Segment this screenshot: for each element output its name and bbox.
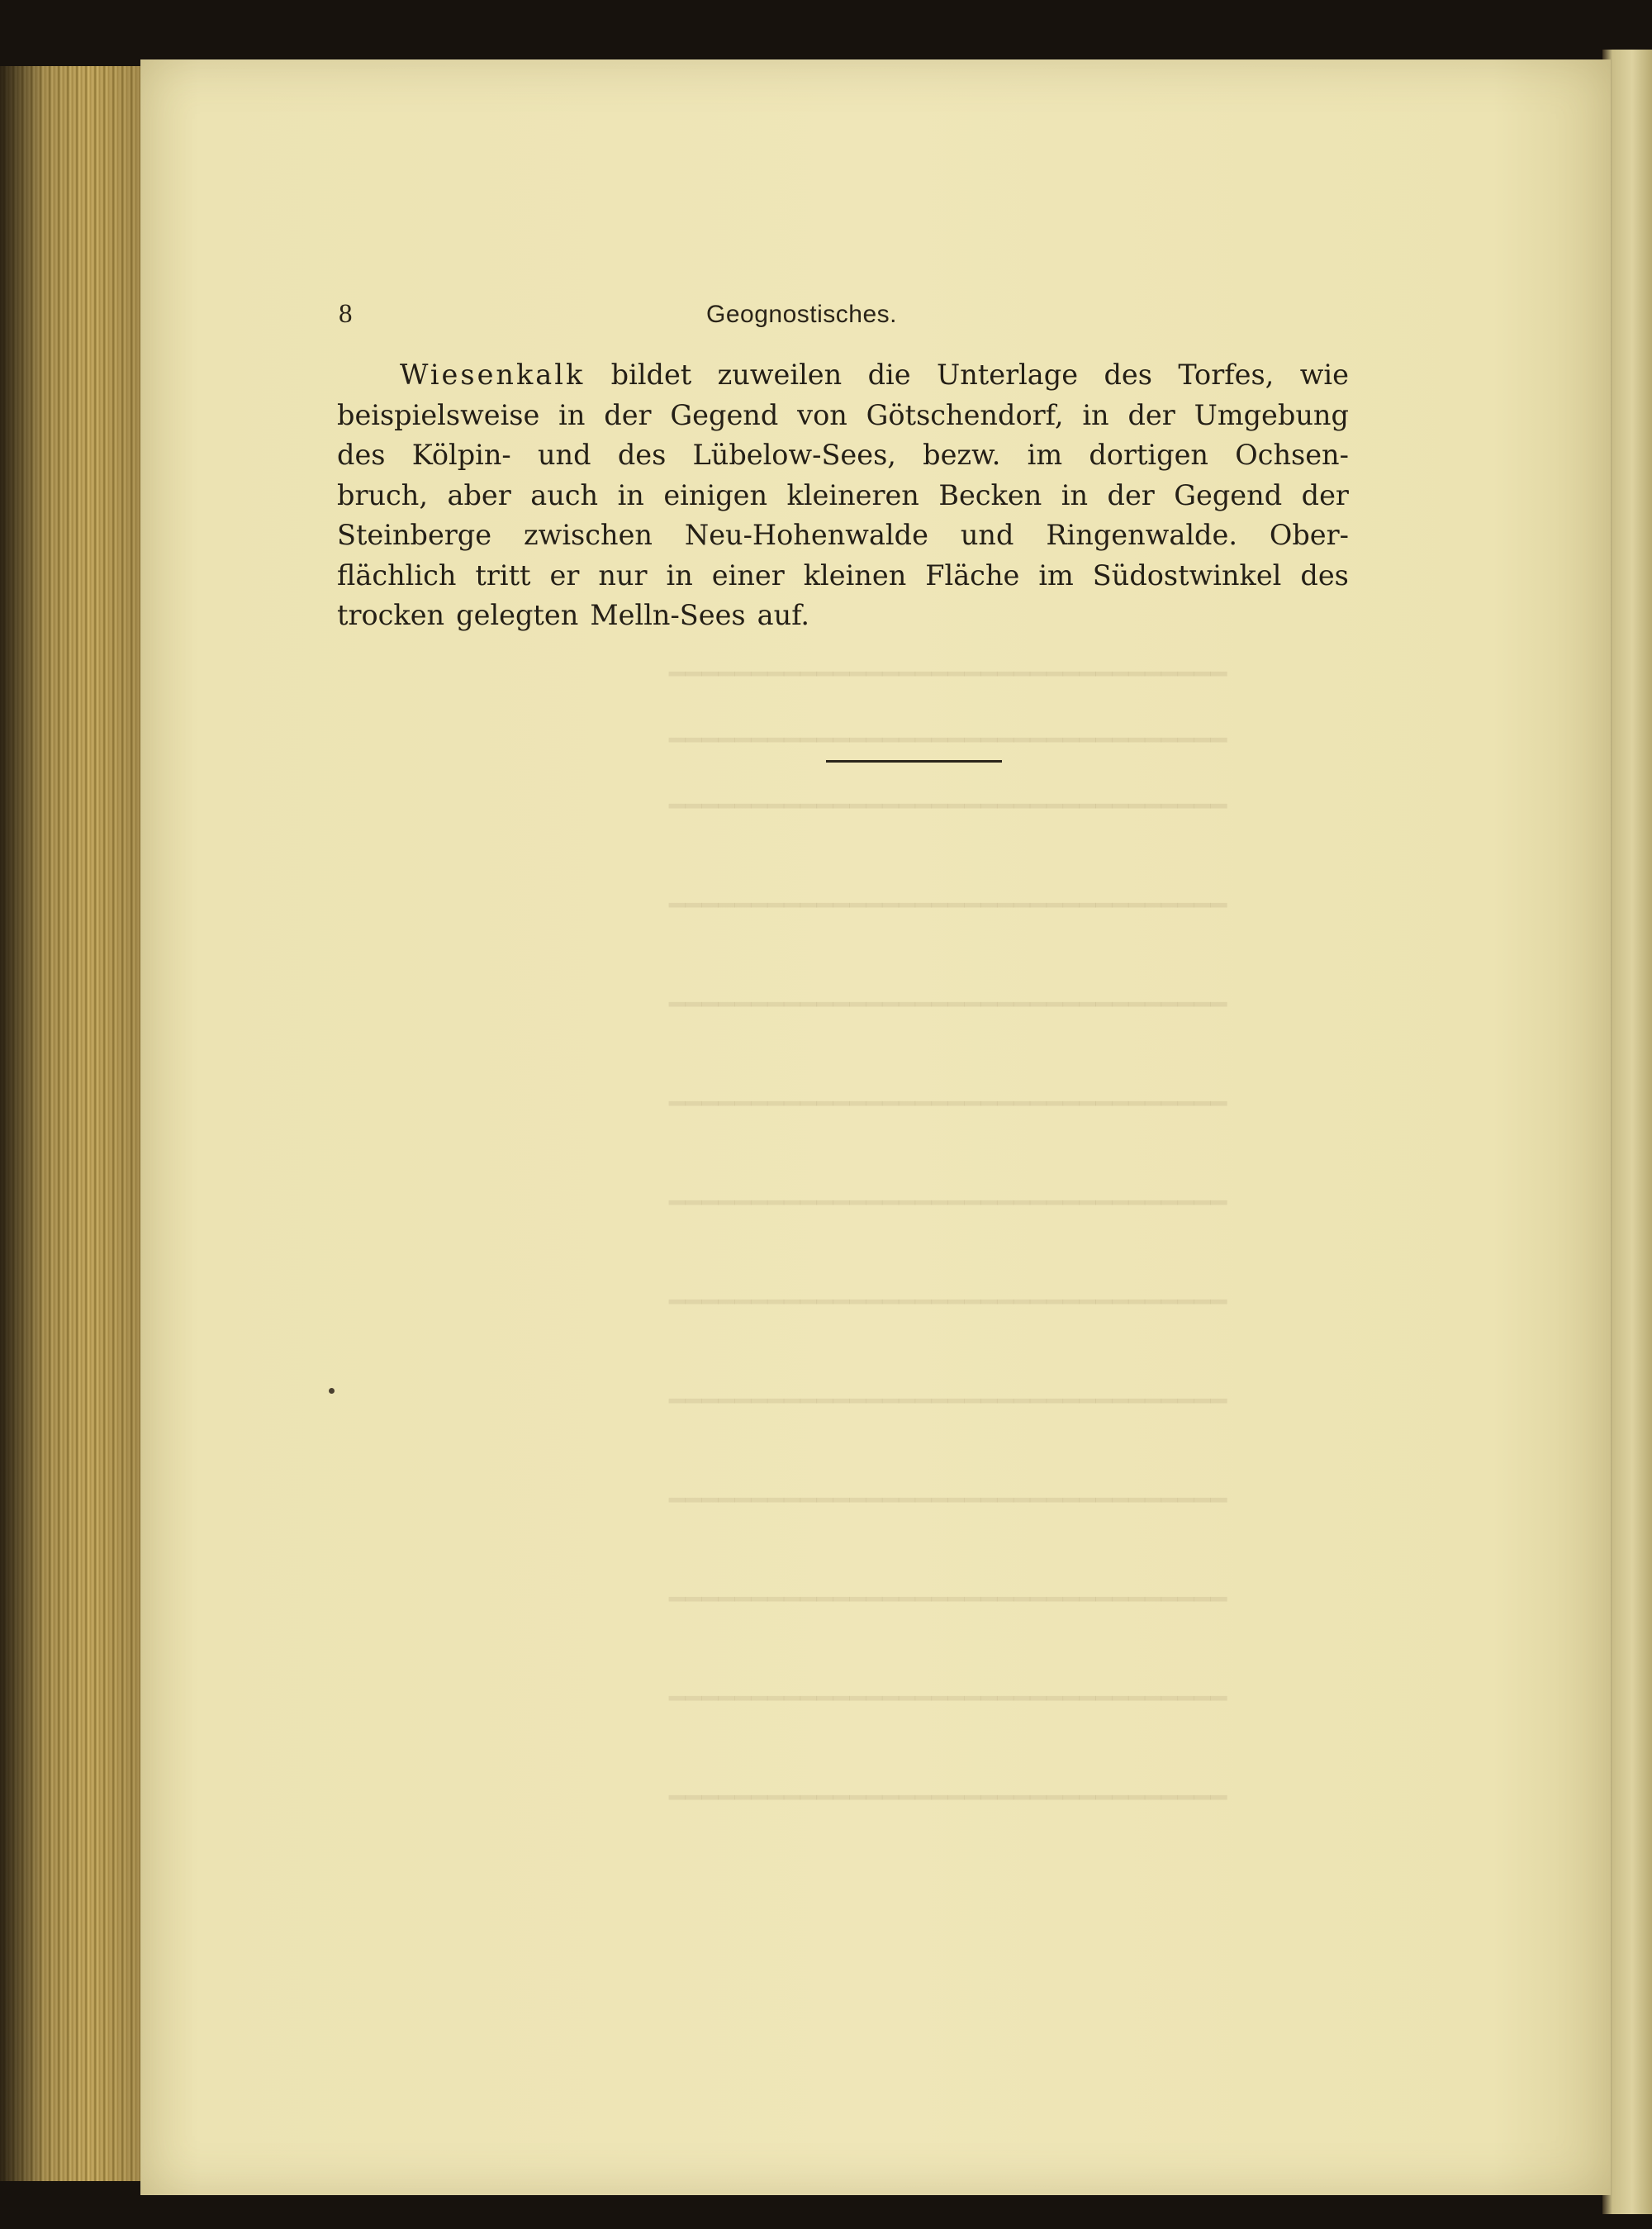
- word: Fläche: [925, 558, 1020, 592]
- section-end-rule: [826, 760, 1002, 763]
- body-paragraph: [337, 355, 1349, 636]
- show-through-texture: ━━━━━━━━━━━━━━━━━━━━━━━━━━━━━━━━━━: [669, 1583, 1227, 1615]
- show-through-texture: ━━━━━━━━━━━━━━━━━━━━━━━━━━━━━━━━━━: [669, 1682, 1227, 1714]
- word: bezw.: [923, 439, 1001, 471]
- text-line: [337, 355, 1349, 396]
- word: der: [1127, 398, 1175, 431]
- word: des: [617, 439, 667, 471]
- word: Lübelow-Sees,: [692, 439, 896, 471]
- text-line: [337, 396, 1349, 436]
- word: Becken: [938, 478, 1042, 511]
- word: tritt: [475, 558, 531, 592]
- word: nur: [598, 558, 648, 592]
- word: der: [604, 398, 652, 431]
- emphasized-term: Wiesenkalk: [400, 359, 586, 391]
- word: auf.: [757, 599, 810, 631]
- word: im: [1027, 439, 1063, 471]
- ink-speck: [329, 1388, 335, 1394]
- text-line: [337, 435, 1349, 476]
- word: des: [1104, 359, 1152, 391]
- word: Ringenwalde.: [1046, 519, 1237, 551]
- word: Torfes,: [1178, 359, 1275, 391]
- word: in: [1082, 398, 1109, 431]
- word: aber: [447, 478, 511, 511]
- word: Kölpin-: [411, 439, 511, 471]
- page-header: [0, 299, 1652, 332]
- word: Steinberge: [337, 519, 492, 551]
- show-through-texture: ━━━━━━━━━━━━━━━━━━━━━━━━━━━━━━━━━━: [669, 1186, 1227, 1219]
- show-through-texture: ━━━━━━━━━━━━━━━━━━━━━━━━━━━━━━━━━━: [669, 1385, 1227, 1417]
- show-through-texture: ━━━━━━━━━━━━━━━━━━━━━━━━━━━━━━━━━━: [669, 658, 1227, 690]
- word: zuweilen: [717, 359, 843, 391]
- word: in: [558, 398, 586, 431]
- word: Neu-Hohenwalde: [684, 519, 928, 551]
- word: und: [960, 519, 1014, 551]
- show-through-texture: ━━━━━━━━━━━━━━━━━━━━━━━━━━━━━━━━━━: [669, 1484, 1227, 1516]
- word: zwischen: [524, 519, 653, 551]
- text-line: [337, 556, 1349, 596]
- word: bruch,: [337, 478, 429, 511]
- word: wie: [1299, 359, 1349, 391]
- show-through-texture: ━━━━━━━━━━━━━━━━━━━━━━━━━━━━━━━━━━: [669, 790, 1227, 822]
- word: einigen: [663, 478, 768, 511]
- word: der: [1107, 478, 1155, 511]
- word: kleineren: [786, 478, 919, 511]
- word: Ober-: [1269, 519, 1349, 551]
- word: Ochsen-: [1235, 439, 1349, 471]
- text-line: [337, 476, 1349, 516]
- word: in: [666, 558, 693, 592]
- word: Südostwinkel: [1092, 558, 1282, 592]
- word: flächlich: [337, 558, 457, 592]
- word: Unterlage: [936, 359, 1079, 391]
- show-through-texture: ━━━━━━━━━━━━━━━━━━━━━━━━━━━━━━━━━━: [669, 889, 1227, 921]
- word: von: [797, 398, 847, 431]
- word: beispielsweise: [337, 398, 540, 431]
- show-through-texture: ━━━━━━━━━━━━━━━━━━━━━━━━━━━━━━━━━━: [669, 988, 1227, 1020]
- word: dortigen: [1089, 439, 1208, 471]
- word: im: [1038, 558, 1074, 592]
- page-number: 8: [339, 299, 353, 329]
- word: einer: [711, 558, 785, 592]
- show-through-texture: ━━━━━━━━━━━━━━━━━━━━━━━━━━━━━━━━━━: [669, 1286, 1227, 1318]
- word: der: [1301, 478, 1349, 511]
- word: des: [1300, 558, 1349, 592]
- word: in: [617, 478, 644, 511]
- word: Gegend: [1174, 478, 1283, 511]
- book-page-edges: [0, 66, 149, 2181]
- text-line: [337, 596, 1349, 636]
- word: Umgebung: [1194, 398, 1349, 431]
- word: bildet: [610, 359, 692, 391]
- word: Gegend: [670, 398, 779, 431]
- word: und: [537, 439, 591, 471]
- word: die: [867, 359, 911, 391]
- show-through-texture: ━━━━━━━━━━━━━━━━━━━━━━━━━━━━━━━━━━: [669, 1781, 1227, 1813]
- word: Götschendorf,: [866, 398, 1064, 431]
- word: Melln-Sees: [590, 599, 746, 631]
- show-through-texture: ━━━━━━━━━━━━━━━━━━━━━━━━━━━━━━━━━━: [669, 1087, 1227, 1119]
- word: kleinen: [803, 558, 907, 592]
- text-line: [337, 516, 1349, 556]
- word: auch: [530, 478, 599, 511]
- word: in: [1061, 478, 1089, 511]
- word: gelegten: [456, 599, 579, 631]
- word: er: [549, 558, 580, 592]
- running-head: Geognostisches.: [706, 301, 897, 328]
- word: trocken: [337, 599, 445, 631]
- show-through-texture: ━━━━━━━━━━━━━━━━━━━━━━━━━━━━━━━━━━: [669, 724, 1227, 756]
- word: des: [337, 439, 386, 471]
